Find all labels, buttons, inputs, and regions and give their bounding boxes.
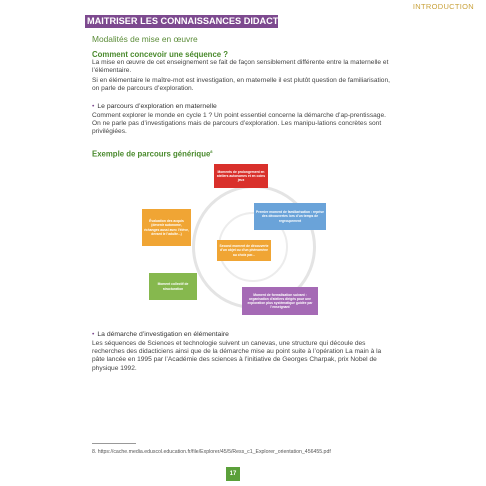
exploration-cycle-diagram xyxy=(134,160,334,325)
example-heading xyxy=(92,149,213,159)
bullet-dot: • xyxy=(92,103,95,110)
bullet-heading-text: La démarche d’investigation en élémentaire xyxy=(97,331,229,338)
step-decouverte: Second moment de découverte d’un objet ou d’un phénomène au choix par... xyxy=(217,240,271,261)
step-formalisation: Moment de formalisation suivant : organisation d’ateliers dirigés pour une exploration plus systématique guidée par l’enseignant xyxy=(242,287,318,315)
step-prolongement: Moments de prolongement en ateliers autonomes et en coins jeux xyxy=(214,164,268,188)
paragraph-maternelle: Comment explorer le monde en cycle 1 ? Un point essentiel concerne la démarche d’ap-prentissage. On ne parle pas d’investigations mais de parcours d’exploration. Les manipu-lations concrètes sont privilégiées. xyxy=(92,112,386,136)
step-evaluation: Évaluation des acquis (devenir autonome, échanges aussi avec l’élève, devant le l’adulte...) xyxy=(142,209,191,246)
footnote-ref: 8 xyxy=(210,149,213,154)
bullet-heading-text: Le parcours d’exploration en maternelle xyxy=(97,103,217,110)
bullet-dot: • xyxy=(92,331,95,338)
example-heading-text: Exemple de parcours générique xyxy=(92,149,211,159)
paragraph-elementaire: Les séquences de Sciences et technologie suivent un canevas, une structure qui découle des recherches des didacticiens ainsi que de la démarche mise au point suite à l’opération La main à la pâte lancée en 1995 par l’Académie des sciences à l’initiative de Georges Charpak, prix Nobel de physique 1992. xyxy=(92,340,382,372)
footnote-rule xyxy=(92,443,136,444)
paragraph-2: Si en élémentaire le maître-mot est investigation, en maternelle il est plutôt question de familiarisation, on parle de parcours d’exploration. xyxy=(92,77,390,93)
step-structuration: Moment collectif de structuration xyxy=(149,273,197,300)
bullet-heading-maternelle xyxy=(92,103,217,110)
section-title: MAITRISER LES CONNAISSANCES DIDACTIQUES xyxy=(87,16,308,26)
page-number: 17 xyxy=(226,467,240,481)
bullet-heading-elementaire xyxy=(92,331,229,338)
subtitle: Modalités de mise en œuvre xyxy=(92,34,198,44)
question-heading: Comment concevoir une séquence ? xyxy=(92,50,229,59)
running-head: INTRODUCTION xyxy=(412,2,474,11)
step-familiarisation: Premier moment de familiarisation : reprise des découvertes lors d’un temps de regroupement xyxy=(254,203,326,230)
paragraph-1: La mise en œuvre de cet enseignement se fait de façon sensiblement différente entre la maternelle et l’élémentaire. xyxy=(92,59,389,75)
footnote: 8. https://cache.media.eduscol.education.fr/file/Explorer/45/5/Ress_c1_Explorer_orientation_456455.pdf xyxy=(92,449,331,455)
